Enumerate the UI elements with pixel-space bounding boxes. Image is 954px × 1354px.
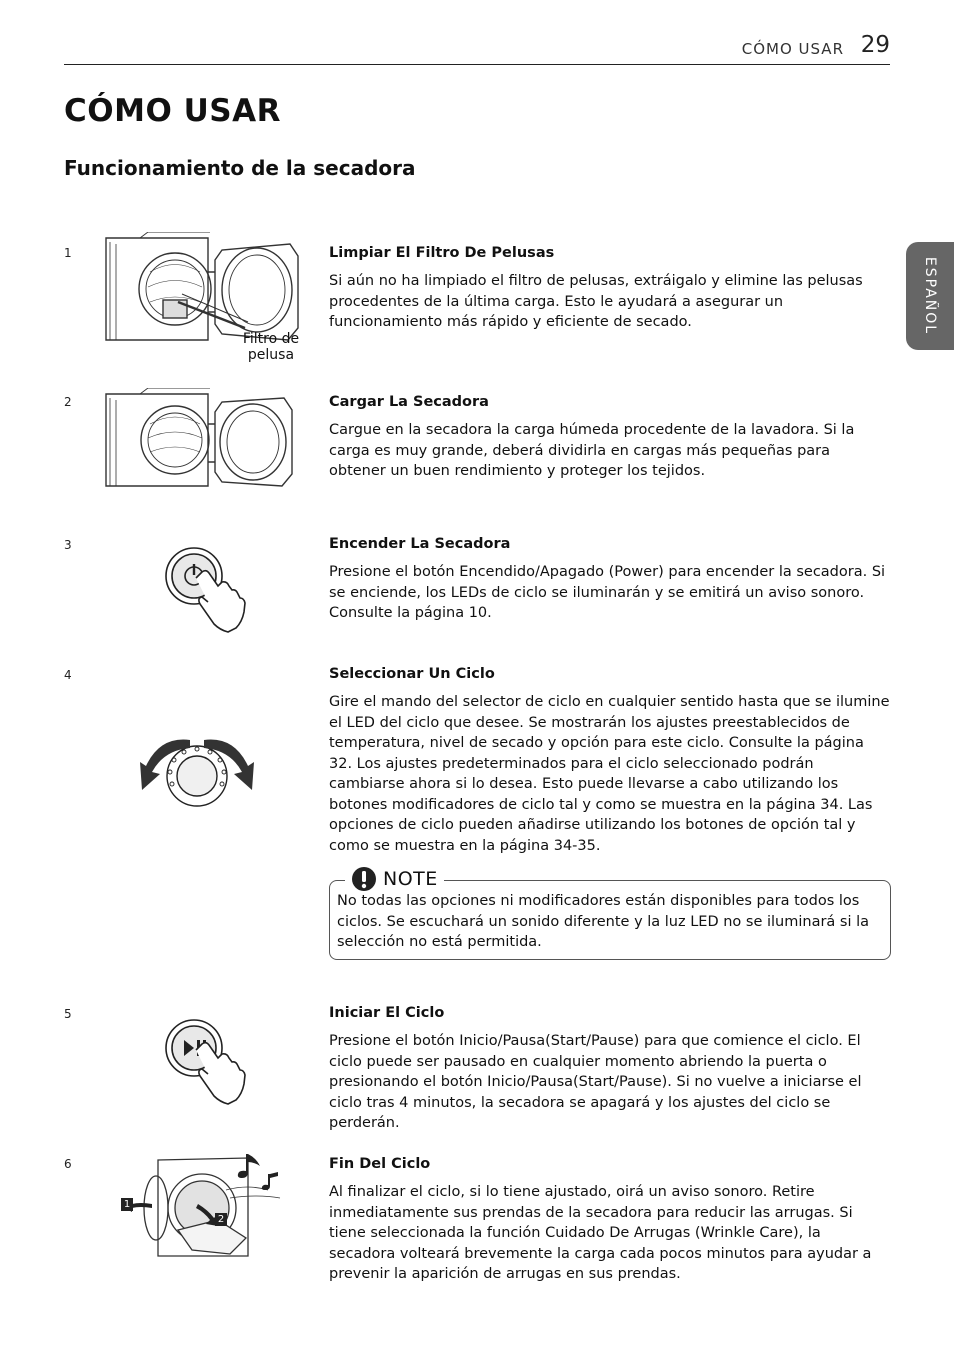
- step-badge: 1: [121, 1198, 133, 1211]
- step-title: Limpiar El Filtro De Pelusas: [329, 245, 555, 261]
- step-title: Fin Del Ciclo: [329, 1156, 431, 1172]
- note-label: NOTE: [383, 868, 438, 890]
- note-text: No todas las opciones ni modificadores están disponibles para todos los ciclos. Se escuchará un sonido diferente y la luz LED no se iluminará si la selección no está permitida.: [337, 893, 870, 950]
- step-title: Cargar La Secadora: [329, 394, 489, 410]
- step-description: Gire el mando del selector de ciclo en cualquier sentido hasta que se ilumine el LED del ciclo que desee. Se mostrarán los ajustes preestablecidos de temperatura, nivel de secado y opción para este ciclo. Consulte la página 32. Los ajustes predeterminados para el ciclo seleccionado podrán cambiarse ahora si lo desea. Esto puede llevarse a cabo utilizando los botones modificadores de ciclo tal y como se muestra en la página 34. Las opciones de ciclo pueden añadirse utilizando los botones de opción tal y como se muestra en la página 34-35.: [329, 694, 890, 854]
- step-title: Seleccionar Un Ciclo: [329, 666, 495, 682]
- language-tab-label: ESPAÑOL: [922, 256, 938, 336]
- power-button-press-illustration: [160, 542, 250, 634]
- step-description: Presione el botón Inicio/Pausa(Start/Pause) para que comience el ciclo. El ciclo puede ser pausado en cualquier momento abriendo la puerta o presionando el botón Inicio/Pausa(Start/Pause). Si no vuelve a iniciarse el ciclo tras 4 minutos, la secadora se apagará y los ajustes del ciclo se perderán.: [329, 1033, 862, 1131]
- step-number: 3: [64, 538, 72, 552]
- step-badge: 2: [215, 1213, 227, 1226]
- end-of-cycle-unload-illustration: [118, 1150, 290, 1262]
- language-tab: [906, 242, 954, 350]
- warning-exclamation-icon: [351, 866, 377, 892]
- step-number: 4: [64, 668, 72, 682]
- step-description: Cargue en la secadora la carga húmeda procedente de la lavadora. Si la carga es muy grande, deberá dividirla en cargas más pequeñas para obtener un buen rendimiento y proteger los tejidos.: [329, 422, 855, 479]
- music-note-icon: [238, 1154, 278, 1190]
- step-description: Presione el botón Encendido/Apagado (Power) para encender la secadora. Si se enciende, los LEDs de ciclo se iluminarán y se emitirá un aviso sonoro. Consulte la página 10.: [329, 564, 886, 621]
- step-number: 6: [64, 1157, 72, 1171]
- step-description: Al finalizar el ciclo, si lo tiene ajustado, oirá un aviso sonoro. Retire inmediatamente sus prendas de la secadora para reducir las arrugas. Si tiene seleccionada la función Cuidado De Arrugas (Wrinkle Care), la secadora volteará brevemente la carga cada pocos minutos para ayudar a prevenir la aparición de arrugas en sus prendas.: [329, 1184, 872, 1282]
- running-header-section: CÓMO USAR: [741, 40, 844, 58]
- step-number: 2: [64, 395, 72, 409]
- section-title: Funcionamiento de la secadora: [64, 156, 416, 180]
- dryer-loading-illustration: [100, 388, 305, 488]
- step-title: Encender La Secadora: [329, 536, 511, 552]
- note-header: [345, 866, 444, 892]
- page-number: 29: [860, 32, 890, 58]
- dryer-lint-filter-illustration: [100, 232, 305, 344]
- header-rule: [64, 64, 890, 65]
- step-number: 5: [64, 1007, 72, 1021]
- step-description: Si aún no ha limpiado el filtro de pelusas, extráigalo y elimine las pelusas procedentes de la última carga. Esto le ayudará a asegurar un funcionamiento más rápido y eficiente de secado.: [329, 273, 863, 330]
- start-pause-button-press-illustration: [160, 1014, 250, 1106]
- page-title: CÓMO USAR: [64, 93, 281, 129]
- cycle-selector-dial-illustration: [132, 732, 262, 812]
- lint-filter-label: Filtro de pelusa: [242, 331, 300, 363]
- step-title: Iniciar El Ciclo: [329, 1005, 445, 1021]
- step-number: 1: [64, 246, 72, 260]
